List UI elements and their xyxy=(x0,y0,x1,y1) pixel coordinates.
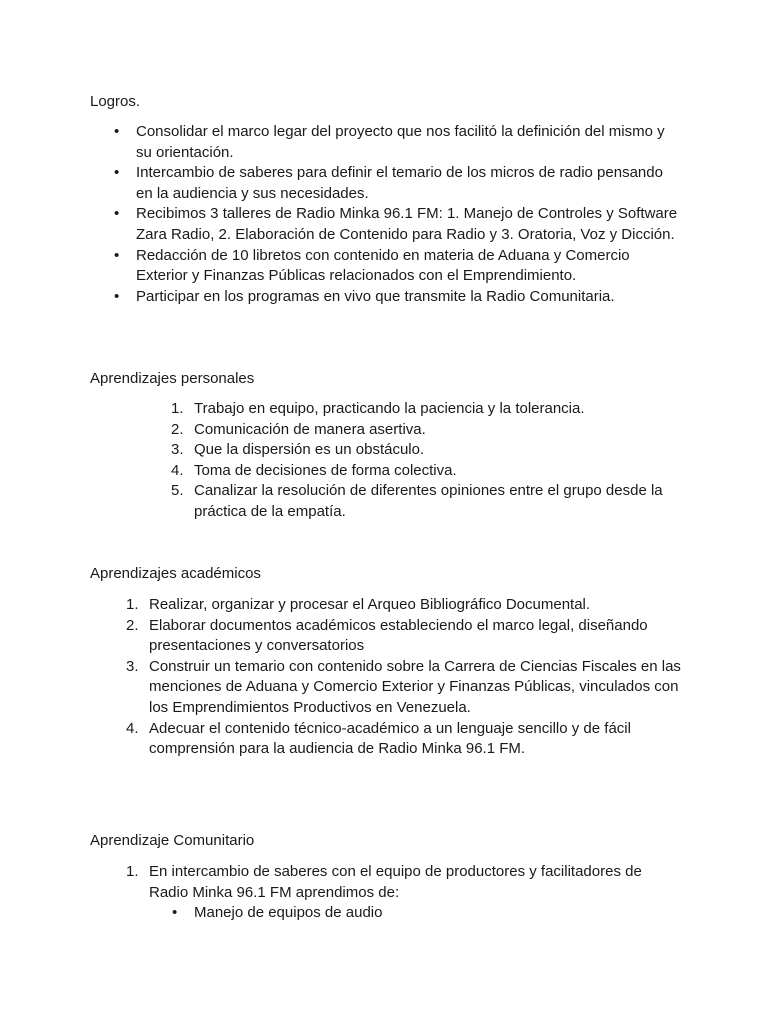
bullet-marker: • xyxy=(114,123,120,140)
list-item xyxy=(126,862,659,924)
bullet-marker: • xyxy=(114,246,120,264)
list-item xyxy=(126,595,684,616)
list-item xyxy=(126,657,684,719)
list-item-text: Recibimos 3 talleres de Radio Minka 96.1 FM: 1. Manejo de Controles y Software Zara Radio, 2. Elaboración de Contenido para Radio y 3. Oratoria, Voz y Dicción. xyxy=(136,205,678,243)
list-item xyxy=(171,440,684,461)
list-item-text: Construir un temario con contenido sobre la Carrera de Ciencias Fiscales en las menciones de Aduana y Comercio Exterior y Finanzas Públicas, vinculados con los Emprendimientos Productivos en Venezuela. xyxy=(149,657,681,716)
personales-heading: Aprendizajes personales xyxy=(90,370,255,387)
number-marker: 3. xyxy=(171,441,184,459)
number-marker: 4. xyxy=(171,461,184,479)
list-item-text: Canalizar la resolución de diferentes opiniones entre el grupo desde la práctica de la empatía. xyxy=(194,482,663,520)
list-item xyxy=(172,903,659,924)
list-item-text: Trabajo en equipo, practicando la paciencia y la tolerancia. xyxy=(194,400,585,417)
comunitario-heading: Aprendizaje Comunitario xyxy=(90,832,255,849)
number-marker: 5. xyxy=(171,482,184,500)
academicos-heading: Aprendizajes académicos xyxy=(90,565,261,582)
list-item xyxy=(171,481,684,522)
list-item xyxy=(171,420,684,441)
list-item xyxy=(114,287,681,308)
list-item xyxy=(114,204,681,245)
logros-list xyxy=(114,122,681,307)
comunitario-sub-list xyxy=(172,903,659,924)
number-marker: 3. xyxy=(126,657,139,675)
list-item-text: Adecuar el contenido técnico-académico a un lenguaje sencillo y de fácil comprensión para la audiencia de Radio Minka 96.1 FM. xyxy=(149,719,631,758)
bullet-marker: • xyxy=(172,904,178,922)
list-item xyxy=(171,399,684,420)
personales-list xyxy=(171,399,684,523)
number-marker: 2. xyxy=(171,420,184,438)
bullet-marker: • xyxy=(114,164,120,182)
number-marker: 2. xyxy=(126,616,139,634)
list-item-text: Elaborar documentos académicos estableciendo el marco legal, diseñando presentaciones y conversatorios xyxy=(149,616,648,655)
list-item xyxy=(126,616,684,657)
list-item xyxy=(114,122,681,163)
list-item-text: Comunicación de manera asertiva. xyxy=(194,420,426,438)
list-item-text: Redacción de 10 libretos con contenido en materia de Aduana y Comercio Exterior y Finanzas Públicas relacionados con el Emprendimiento. xyxy=(136,246,630,285)
list-item-text: Que la dispersión es un obstáculo. xyxy=(194,441,425,459)
list-item-text: Manejo de equipos de audio xyxy=(194,904,383,922)
bullet-marker: • xyxy=(114,287,120,305)
number-marker: 1. xyxy=(126,863,139,880)
number-marker: 1. xyxy=(126,596,139,613)
list-item-text: En intercambio de saberes con el equipo de productores y facilitadores de Radio Minka 96.1 FM aprendimos de: xyxy=(149,863,642,901)
list-item xyxy=(126,719,684,760)
number-marker: 1. xyxy=(171,400,184,417)
list-item xyxy=(114,246,681,287)
list-item-text: Realizar, organizar y procesar el Arqueo Bibliográfico Documental. xyxy=(149,596,591,613)
list-item xyxy=(114,163,681,204)
list-item xyxy=(171,461,684,482)
academicos-list xyxy=(126,595,684,760)
logros-heading: Logros. xyxy=(90,93,141,110)
list-item-text: Intercambio de saberes para definir el temario de los micros de radio pensando en la audiencia y sus necesidades. xyxy=(136,164,663,202)
number-marker: 4. xyxy=(126,719,139,737)
list-item-text: Toma de decisiones de forma colectiva. xyxy=(194,461,457,479)
bullet-marker: • xyxy=(114,205,120,223)
comunitario-list xyxy=(126,862,659,924)
list-item-text: Participar en los programas en vivo que transmite la Radio Comunitaria. xyxy=(136,287,615,305)
list-item-text: Consolidar el marco legar del proyecto que nos facilitó la definición del mismo y su orientación. xyxy=(136,123,665,161)
